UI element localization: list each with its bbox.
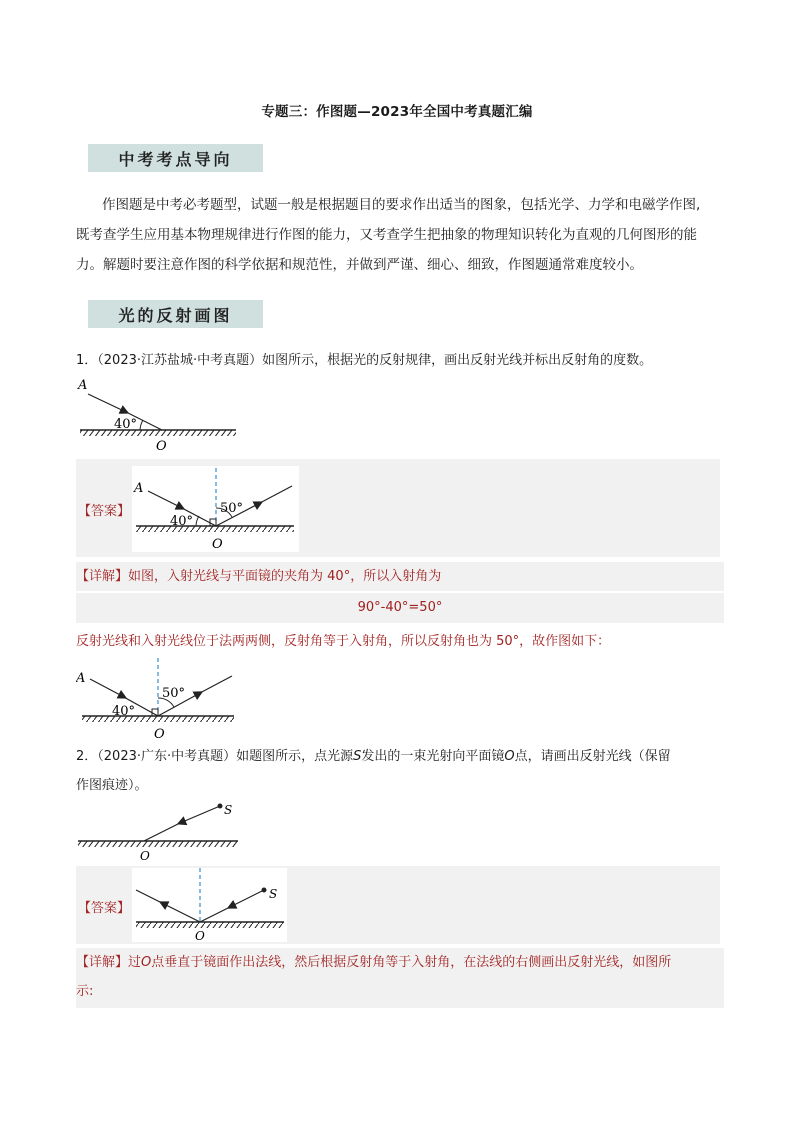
q2-detail-o: O [141, 955, 152, 970]
q2-answer-figure [132, 868, 287, 942]
q1a-label-40: 40° [170, 514, 194, 529]
q1-formula: 90°-40°=50° [357, 600, 443, 615]
intro-line-3: 力。解题时要注意作图的科学依据和规范性，并做到严谨、细心、细致，作图题通常难度较小。 [76, 257, 643, 273]
q1-detail-text: 如图，入射光线与平面镜的夹角为 40°，所以入射角为 [128, 569, 442, 584]
q1f-label-40: 40° [112, 704, 136, 719]
question-1-text: 1．（2023·江苏盐城·中考真题）如图所示，根据光的反射规律，画出反射光线并标出反射角的度数。 [76, 353, 653, 368]
q2-label-s: S [224, 803, 233, 817]
question-2-line-2: 作图痕迹）。 [76, 778, 148, 793]
q1-answer-label: 【答案】 [78, 504, 131, 519]
q1a-label-50: 50° [220, 501, 244, 516]
q2-text-b: 发出的一束光射向平面镜 [361, 749, 505, 764]
q2a-label-o: O [195, 929, 205, 942]
q2-detail-label: 【详解】 [76, 955, 129, 970]
section-banner-reflection: 光的反射画图 [88, 300, 263, 328]
q1-detail-label: 【详解】 [76, 569, 129, 584]
intro-line-1: 作图题是中考必考题型，试题一般是根据题目的要求作出适当的图象，包括光学、力学和电磁学作图, [102, 197, 701, 213]
q1-answer-figure [132, 466, 299, 552]
q1-answer-figure-box [132, 466, 299, 552]
q2-text-o: O [504, 749, 515, 764]
q2-detail-c: 示: [76, 984, 94, 999]
q1-label-angle: 40° [114, 417, 138, 432]
section-banner-guidance: 中考考点导向 [88, 144, 263, 172]
q2-detail-b: 点垂直于镜面作出法线，然后根据反射角等于入射角，在法线的右侧画出反射光线，如图所 [151, 955, 672, 970]
q2-text-a: 2．（2023·广东·中考真题）如题图所示，点光源 [76, 749, 354, 764]
q1a-label-a: A [134, 481, 144, 496]
q1f-label-o: O [154, 727, 165, 742]
q2a-label-s: S [269, 887, 278, 901]
q2-detail-a: 过 [128, 955, 142, 970]
q1-label-o: O [156, 439, 167, 454]
q2-answer-label: 【答案】 [78, 901, 131, 916]
q1a-label-o: O [212, 537, 223, 552]
q2-answer-figure-box [132, 868, 287, 942]
q1-detail-row [76, 562, 724, 591]
q2-text-c: 点，请画出反射光线（保留 [514, 749, 671, 764]
q1-label-a: A [78, 378, 88, 393]
q2-text-s: S [353, 749, 362, 764]
intro-line-2: 既考查学生应用基本物理规律进行作图的能力，又考查学生把抽象的物理知识转化为直观的几何图形的能 [76, 227, 697, 243]
q2-figure [76, 800, 246, 864]
q2-label-o: O [140, 849, 150, 863]
q1f-label-50: 50° [162, 686, 186, 701]
question-2-line-1 [76, 742, 724, 771]
q2-detail-block [76, 948, 724, 1008]
q1-formula-row [76, 593, 724, 623]
q1-final-figure [76, 656, 241, 742]
q1-conclusion: 反射光线和入射光线位于法两两侧，反射角等于入射角，所以反射角也为 50°，故作图如下： [76, 634, 611, 649]
page-title: 专题三：作图题—2023年全国中考真题汇编 [261, 104, 533, 120]
q1-figure [76, 374, 246, 456]
q1f-label-a: A [76, 671, 86, 686]
